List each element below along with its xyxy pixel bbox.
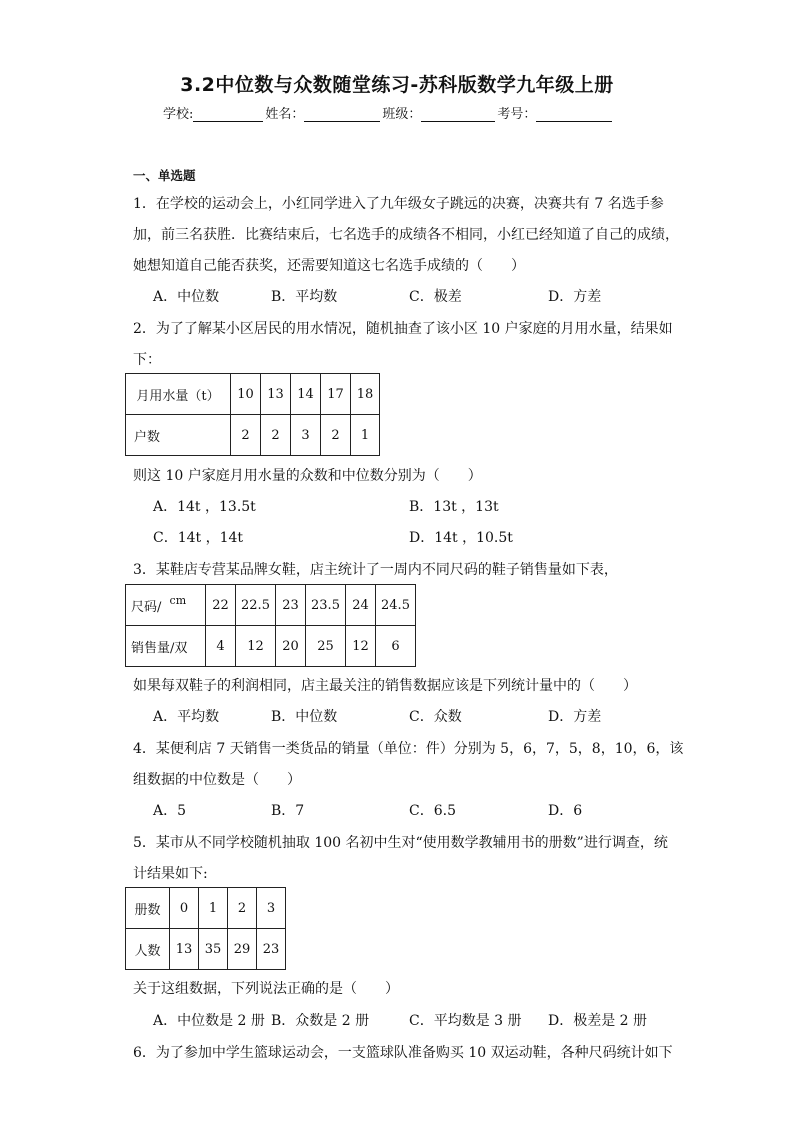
q3-table-cell: 20: [276, 626, 306, 667]
q2-table-row: [126, 374, 380, 415]
q2-table-cell: 13: [261, 374, 291, 415]
q3-table-cell: 24: [346, 585, 376, 626]
q3-option-c[interactable]: C．众数: [409, 709, 462, 725]
q5-option-b[interactable]: B．众数是 2 册: [271, 1013, 370, 1029]
q2-line-2: 下：: [133, 352, 161, 368]
q3-table-row: [126, 585, 416, 626]
q3-table-cell: 12: [236, 626, 276, 667]
q1-line-2: 加，前三名获胜．比赛结束后，七名选手的成绩各不相同，小红已经知道了自己的成绩，: [133, 227, 679, 243]
q3-option-a[interactable]: A．平均数: [153, 709, 220, 725]
q1-option-d[interactable]: D．方差: [548, 289, 602, 305]
q2-table-cell: 18: [351, 374, 380, 415]
q3-table-cell: 25: [306, 626, 346, 667]
q2-option-b[interactable]: B．13t ，13t: [409, 499, 499, 515]
q1-line-1: 1．在学校的运动会上，小红同学进入了九年级女子跳远的决赛，决赛共有 7 名选手参: [133, 196, 664, 212]
q2-table-cell: 10: [231, 374, 261, 415]
q5-table-cell: 23: [257, 929, 286, 970]
q3-table-cell: 4: [206, 626, 236, 667]
name-label: 姓名：: [265, 107, 305, 122]
q5-table-row: [126, 929, 286, 970]
q2-table-row: [126, 415, 380, 456]
q3-option-b[interactable]: B．中位数: [271, 709, 338, 725]
section-title: 一、单选题: [133, 168, 196, 183]
q4-line-1: 4．某便利店 7 天销售一类货品的销量（单位：件）分别为 5，6，7，5，8，10，6，该: [133, 741, 684, 757]
q1-option-c[interactable]: C．极差: [409, 289, 462, 305]
q5-table-cell: 人数: [126, 929, 170, 970]
q5-line-1: 5．某市从不同学校随机抽取 100 名初中生对“使用数学教辅用书的册数”进行调查，统: [133, 835, 668, 851]
q5-table-cell: 1: [199, 888, 228, 929]
q3-option-d[interactable]: D．方差: [548, 709, 602, 725]
student-info-row: [163, 103, 614, 122]
q2-table-cell: 3: [291, 415, 321, 456]
q5-option-a[interactable]: A．中位数是 2 册: [153, 1013, 265, 1029]
class-blank[interactable]: [421, 107, 495, 122]
q3-table-row: [126, 626, 416, 667]
q5-table-cell: 2: [228, 888, 257, 929]
q5-table: [125, 887, 286, 970]
q1-option-b[interactable]: B．平均数: [271, 289, 338, 305]
q5-table-cell: 0: [170, 888, 199, 929]
q3-size-label: 尺码/: [131, 599, 162, 615]
q5-table-cell: 3: [257, 888, 286, 929]
q2-option-d[interactable]: D．14t ，10.5t: [409, 530, 513, 546]
exam-no-blank[interactable]: [536, 107, 612, 122]
q2-table: [125, 373, 380, 456]
q2-option-a[interactable]: A．14t ，13.5t: [153, 499, 256, 515]
q2-table-cell: 17: [321, 374, 351, 415]
q4-option-b[interactable]: B．7: [271, 803, 305, 819]
q5-table-cell: 册数: [126, 888, 170, 929]
page-title: 3.2中位数与众数随堂练习-苏科版数学九年级上册: [180, 74, 614, 96]
q5-option-c[interactable]: C．平均数是 3 册: [409, 1013, 522, 1029]
q5-line-2: 计结果如下:: [133, 866, 208, 882]
q5-table-cell: 13: [170, 929, 199, 970]
q2-table-cell: 14: [291, 374, 321, 415]
q3-after-text: 如果每双鞋子的利润相同，店主最关注的销售数据应该是下列统计量中的（ ）: [133, 678, 637, 694]
q3-table-cell: 22: [206, 585, 236, 626]
q2-table-cell: 2: [231, 415, 261, 456]
q2-table-cell: 2: [321, 415, 351, 456]
q2-option-c[interactable]: C．14t ，14t: [153, 530, 244, 546]
q5-table-cell: 29: [228, 929, 257, 970]
q4-option-c[interactable]: C．6.5: [409, 803, 456, 819]
q3-table-cell: [126, 585, 206, 626]
q3-table-cell: 24.5: [376, 585, 416, 626]
q5-table-row: [126, 888, 286, 929]
class-label: 班级：: [382, 107, 422, 122]
school-blank[interactable]: [193, 107, 263, 122]
q3-table-cell: 22.5: [236, 585, 276, 626]
q2-table-cell: 2: [261, 415, 291, 456]
q3-table-cell: 6: [376, 626, 416, 667]
name-blank[interactable]: [304, 107, 380, 122]
q3-table-cell: 销售量/双: [126, 626, 206, 667]
q5-after-text: 关于这组数据，下列说法正确的是（ ）: [133, 981, 399, 997]
q1-line-3: 她想知道自己能否获奖，还需要知道这七名选手成绩的（ ）: [133, 258, 525, 274]
q1-option-a[interactable]: A．中位数: [153, 289, 220, 305]
q5-option-d[interactable]: D．极差是 2 册: [548, 1013, 648, 1029]
q2-line-1: 2．为了了解某小区居民的用水情况，随机抽查了该小区 10 户家庭的月用水量，结果如: [133, 321, 673, 337]
exam-no-label: 考号：: [497, 107, 537, 122]
q4-option-a[interactable]: A．5: [153, 803, 187, 819]
q3-line-1: 3．某鞋店专营某品牌女鞋，店主统计了一周内不同尺码的鞋子销售量如下表，: [133, 562, 618, 578]
q3-table: [125, 584, 416, 667]
q2-after-text: 则这 10 户家庭月用水量的众数和中位数分别为（ ）: [133, 468, 482, 484]
q6-line-1: 6．为了参加中学生篮球运动会，一支篮球队准备购买 10 双运动鞋，各种尺码统计如下: [133, 1045, 673, 1061]
q3-table-cell: 23.5: [306, 585, 346, 626]
q3-size-unit: cm: [169, 593, 187, 607]
q2-table-cell: 月用水量（t）: [126, 374, 231, 415]
q4-option-d[interactable]: D．6: [548, 803, 583, 819]
school-label: 学校:: [163, 107, 194, 122]
q5-table-cell: 35: [199, 929, 228, 970]
q4-line-2: 组数据的中位数是（ ）: [133, 772, 301, 788]
q3-table-cell: 12: [346, 626, 376, 667]
q2-table-cell: 1: [351, 415, 380, 456]
q2-table-cell: 户数: [126, 415, 231, 456]
q3-table-cell: 23: [276, 585, 306, 626]
